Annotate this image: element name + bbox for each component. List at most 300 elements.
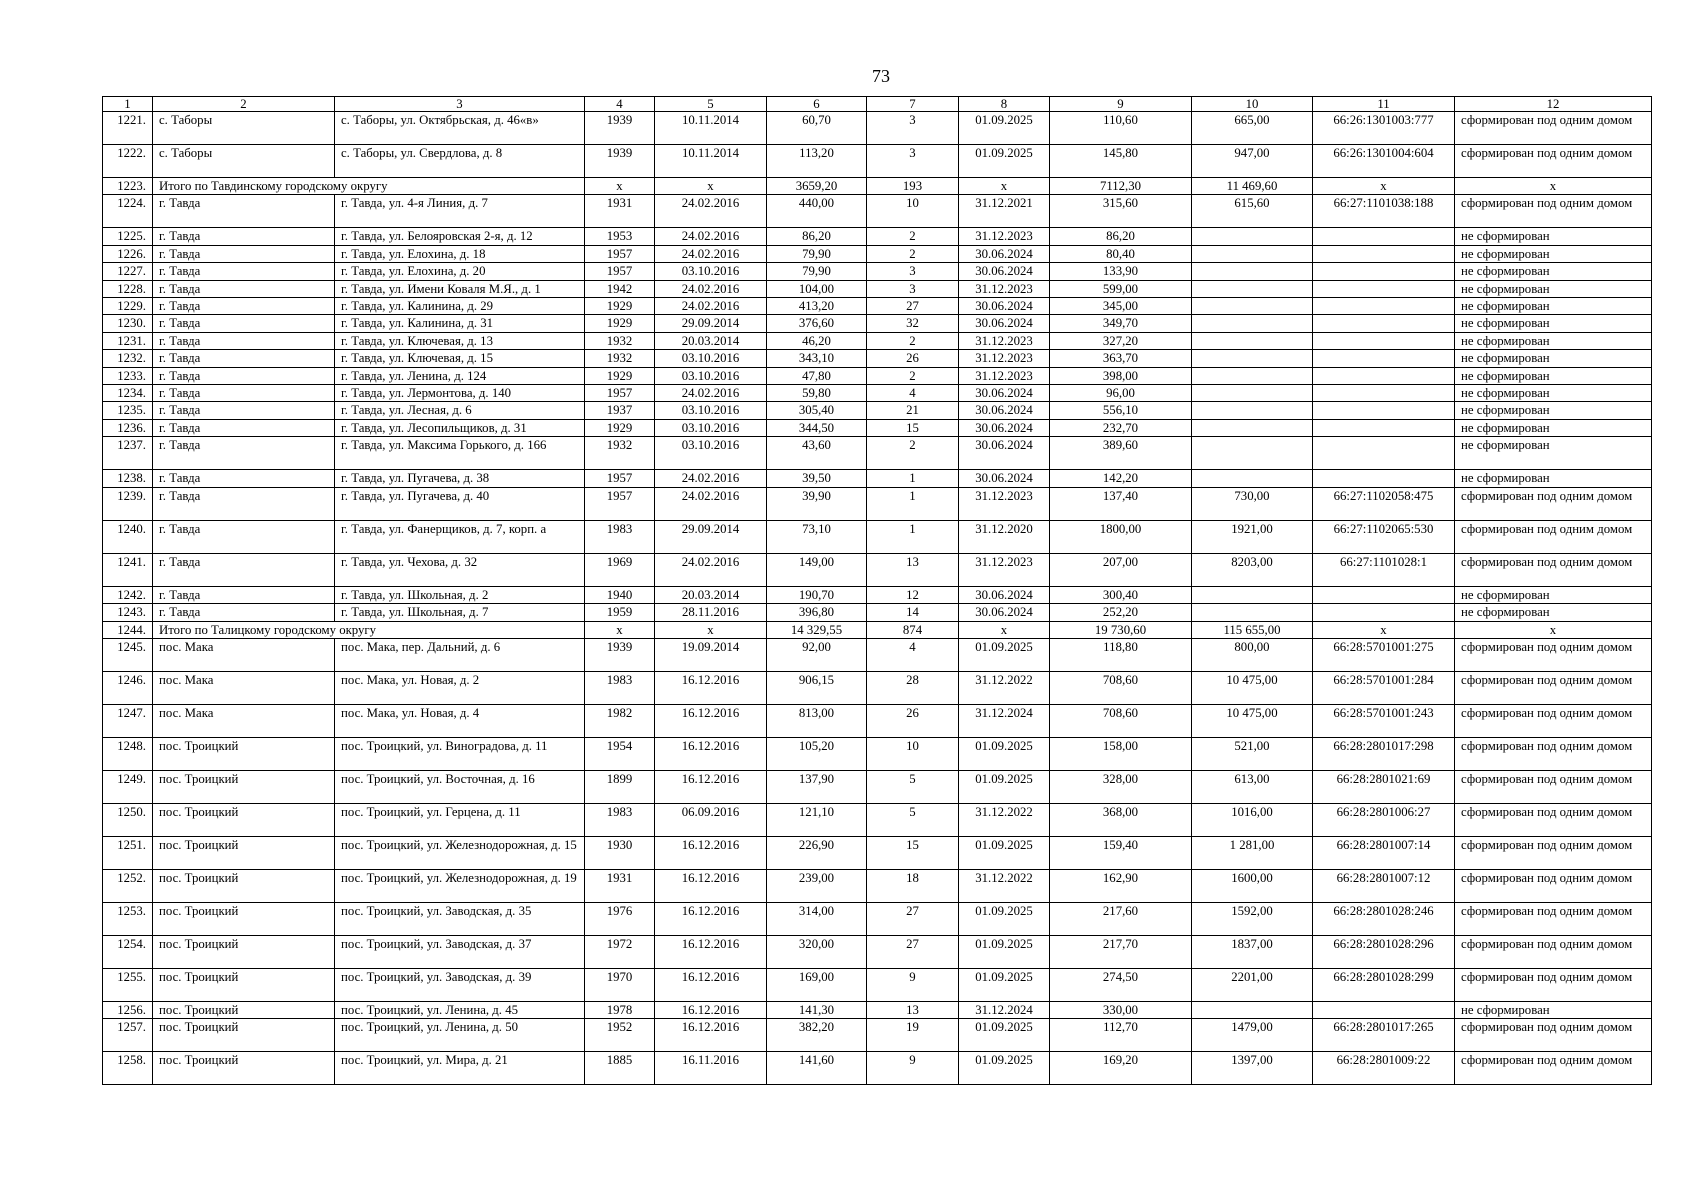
row-number-cell: 1257.	[103, 1019, 153, 1052]
year-built-cell: 1959	[585, 604, 655, 621]
relocation-deadline-cell: 30.06.2024	[959, 586, 1050, 603]
settlement-cell: г. Тавда	[153, 263, 335, 280]
land-plot-area-cell: 1016,00	[1192, 803, 1313, 836]
date-recognized-cell: 16.12.2016	[655, 869, 767, 902]
address-cell: г. Тавда, ул. Лесная, д. 6	[335, 402, 585, 419]
settlement-cell: пос. Троицкий	[153, 1052, 335, 1085]
residents-cell: 1	[867, 487, 959, 520]
year-built-cell: 1957	[585, 245, 655, 262]
area-cell: 104,00	[767, 280, 867, 297]
land-plot-status-cell: сформирован под одним домом	[1455, 145, 1652, 178]
residents-cell: 32	[867, 315, 959, 332]
table-row	[103, 604, 1652, 621]
date-recognized-cell: 03.10.2016	[655, 263, 767, 280]
year-built-cell: 1942	[585, 280, 655, 297]
relocation-deadline-cell: 31.12.2023	[959, 228, 1050, 245]
land-plot-area-cell: 1837,00	[1192, 935, 1313, 968]
row-number-cell: 1247.	[103, 704, 153, 737]
land-plot-status-cell: сформирован под одним домом	[1455, 704, 1652, 737]
settlement-cell: пос. Троицкий	[153, 935, 335, 968]
land-plot-area-cell: 11 469,60	[1192, 178, 1313, 195]
relocation-deadline-cell: 01.09.2025	[959, 112, 1050, 145]
row-number-cell: 1248.	[103, 737, 153, 770]
date-recognized-cell: 20.03.2014	[655, 586, 767, 603]
year-built-cell: 1939	[585, 112, 655, 145]
residents-cell: 13	[867, 1001, 959, 1018]
settlement-cell: пос. Троицкий	[153, 968, 335, 1001]
cadastral-number-cell: 66:27:1101028:1	[1313, 553, 1455, 586]
table-row	[103, 402, 1652, 419]
plot-area-cell: 232,70	[1050, 419, 1192, 436]
relocation-deadline-cell: 30.06.2024	[959, 402, 1050, 419]
table-row	[103, 902, 1652, 935]
area-cell: 79,90	[767, 245, 867, 262]
land-plot-status-cell: сформирован под одним домом	[1455, 638, 1652, 671]
year-built-cell: 1982	[585, 704, 655, 737]
plot-area-cell: 389,60	[1050, 437, 1192, 470]
relocation-deadline-cell: 31.12.2022	[959, 803, 1050, 836]
table-row	[103, 968, 1652, 1001]
area-cell: 121,10	[767, 803, 867, 836]
housing-registry-table	[102, 96, 1652, 1085]
settlement-cell: г. Тавда	[153, 385, 335, 402]
year-built-cell: 1957	[585, 263, 655, 280]
table-row	[103, 935, 1652, 968]
relocation-deadline-cell: 01.09.2025	[959, 902, 1050, 935]
land-plot-status-cell: не сформирован	[1455, 350, 1652, 367]
table-row	[103, 770, 1652, 803]
area-cell: 141,30	[767, 1001, 867, 1018]
residents-cell: 19	[867, 1019, 959, 1052]
row-number-cell: 1243.	[103, 604, 153, 621]
settlement-cell: с. Таборы	[153, 145, 335, 178]
land-plot-status-cell: не сформирован	[1455, 332, 1652, 349]
land-plot-status-cell: сформирован под одним домом	[1455, 968, 1652, 1001]
cadastral-number-cell: х	[1313, 178, 1455, 195]
row-number-cell: 1238.	[103, 470, 153, 487]
settlement-cell: г. Тавда	[153, 586, 335, 603]
table-row	[103, 638, 1652, 671]
relocation-deadline-cell: 30.06.2024	[959, 385, 1050, 402]
address-cell: г. Тавда, ул. Ключевая, д. 13	[335, 332, 585, 349]
area-cell: 47,80	[767, 367, 867, 384]
address-cell: пос. Мака, пер. Дальний, д. 6	[335, 638, 585, 671]
date-recognized-cell: 24.02.2016	[655, 553, 767, 586]
column-header-2: 2	[153, 97, 335, 112]
plot-area-cell: 345,00	[1050, 298, 1192, 315]
area-cell: 46,20	[767, 332, 867, 349]
year-built-cell: х	[585, 178, 655, 195]
land-plot-area-cell	[1192, 437, 1313, 470]
row-number-cell: 1245.	[103, 638, 153, 671]
table-row	[103, 803, 1652, 836]
area-cell: 39,90	[767, 487, 867, 520]
plot-area-cell: 599,00	[1050, 280, 1192, 297]
residents-cell: 27	[867, 935, 959, 968]
residents-cell: 14	[867, 604, 959, 621]
residents-cell: 2	[867, 367, 959, 384]
settlement-cell: г. Тавда	[153, 350, 335, 367]
year-built-cell: 1969	[585, 553, 655, 586]
date-recognized-cell: 24.02.2016	[655, 298, 767, 315]
date-recognized-cell: 16.12.2016	[655, 1001, 767, 1018]
address-cell: г. Тавда, ул. Чехова, д. 32	[335, 553, 585, 586]
land-plot-status-cell: не сформирован	[1455, 263, 1652, 280]
land-plot-status-cell: не сформирован	[1455, 437, 1652, 470]
plot-area-cell: 162,90	[1050, 869, 1192, 902]
settlement-cell: г. Тавда	[153, 553, 335, 586]
address-cell: г. Тавда, ул. Пугачева, д. 40	[335, 487, 585, 520]
residents-cell: 10	[867, 195, 959, 228]
plot-area-cell: 112,70	[1050, 1019, 1192, 1052]
area-cell: 343,10	[767, 350, 867, 367]
date-recognized-cell: 10.11.2014	[655, 112, 767, 145]
residents-cell: 5	[867, 803, 959, 836]
settlement-cell: г. Тавда	[153, 419, 335, 436]
address-cell: пос. Троицкий, ул. Железнодорожная, д. 19	[335, 869, 585, 902]
area-cell: 305,40	[767, 402, 867, 419]
area-cell: 440,00	[767, 195, 867, 228]
plot-area-cell: 159,40	[1050, 836, 1192, 869]
row-number-cell: 1231.	[103, 332, 153, 349]
plot-area-cell: 252,20	[1050, 604, 1192, 621]
plot-area-cell: 328,00	[1050, 770, 1192, 803]
address-cell: пос. Мака, ул. Новая, д. 2	[335, 671, 585, 704]
row-number-cell: 1250.	[103, 803, 153, 836]
relocation-deadline-cell: 01.09.2025	[959, 935, 1050, 968]
row-number-cell: 1230.	[103, 315, 153, 332]
settlement-cell: пос. Троицкий	[153, 803, 335, 836]
cadastral-number-cell: 66:28:2801017:298	[1313, 737, 1455, 770]
row-number-cell: 1249.	[103, 770, 153, 803]
year-built-cell: 1929	[585, 298, 655, 315]
address-cell: г. Тавда, ул. 4-я Линия, д. 7	[335, 195, 585, 228]
table-row	[103, 385, 1652, 402]
date-recognized-cell: 03.10.2016	[655, 419, 767, 436]
address-cell: пос. Троицкий, ул. Ленина, д. 45	[335, 1001, 585, 1018]
plot-area-cell: 349,70	[1050, 315, 1192, 332]
total-label-cell: Итого по Тавдинскому городскому округу	[153, 178, 585, 195]
plot-area-cell: 19 730,60	[1050, 621, 1192, 638]
relocation-deadline-cell: 31.12.2023	[959, 280, 1050, 297]
land-plot-area-cell: 730,00	[1192, 487, 1313, 520]
relocation-deadline-cell: 31.12.2020	[959, 520, 1050, 553]
residents-cell: 18	[867, 869, 959, 902]
date-recognized-cell: 28.11.2016	[655, 604, 767, 621]
land-plot-area-cell: 1479,00	[1192, 1019, 1313, 1052]
settlement-cell: г. Тавда	[153, 604, 335, 621]
row-number-cell: 1235.	[103, 402, 153, 419]
relocation-deadline-cell: 31.12.2023	[959, 553, 1050, 586]
cadastral-number-cell	[1313, 1001, 1455, 1018]
relocation-deadline-cell: 31.12.2023	[959, 350, 1050, 367]
area-cell: 59,80	[767, 385, 867, 402]
table-row	[103, 112, 1652, 145]
area-cell: 169,00	[767, 968, 867, 1001]
land-plot-status-cell: не сформирован	[1455, 367, 1652, 384]
land-plot-area-cell	[1192, 604, 1313, 621]
land-plot-area-cell	[1192, 470, 1313, 487]
relocation-deadline-cell: 31.12.2023	[959, 332, 1050, 349]
area-cell: 137,90	[767, 770, 867, 803]
row-number-cell: 1253.	[103, 902, 153, 935]
cadastral-number-cell	[1313, 350, 1455, 367]
year-built-cell: 1954	[585, 737, 655, 770]
relocation-deadline-cell: 30.06.2024	[959, 604, 1050, 621]
relocation-deadline-cell: 01.09.2025	[959, 836, 1050, 869]
cadastral-number-cell: 66:28:2801006:27	[1313, 803, 1455, 836]
area-cell: 314,00	[767, 902, 867, 935]
row-number-cell: 1242.	[103, 586, 153, 603]
column-header-1: 1	[103, 97, 153, 112]
land-plot-area-cell: 947,00	[1192, 145, 1313, 178]
page-number: 73	[872, 66, 890, 86]
settlement-cell: г. Тавда	[153, 245, 335, 262]
cadastral-number-cell: 66:28:2801007:14	[1313, 836, 1455, 869]
residents-cell: 3	[867, 263, 959, 280]
date-recognized-cell: 24.02.2016	[655, 385, 767, 402]
residents-cell: 26	[867, 704, 959, 737]
land-plot-area-cell: 615,60	[1192, 195, 1313, 228]
relocation-deadline-cell: 30.06.2024	[959, 245, 1050, 262]
year-built-cell: 1929	[585, 419, 655, 436]
row-number-cell: 1246.	[103, 671, 153, 704]
column-header-5: 5	[655, 97, 767, 112]
area-cell: 92,00	[767, 638, 867, 671]
plot-area-cell: 158,00	[1050, 737, 1192, 770]
row-number-cell: 1236.	[103, 419, 153, 436]
plot-area-cell: 398,00	[1050, 367, 1192, 384]
area-cell: 813,00	[767, 704, 867, 737]
area-cell: 86,20	[767, 228, 867, 245]
plot-area-cell: 708,60	[1050, 704, 1192, 737]
settlement-cell: пос. Троицкий	[153, 836, 335, 869]
residents-cell: 5	[867, 770, 959, 803]
row-number-cell: 1228.	[103, 280, 153, 297]
address-cell: г. Тавда, ул. Имени Ковaля М.Я., д. 1	[335, 280, 585, 297]
cadastral-number-cell	[1313, 385, 1455, 402]
relocation-deadline-cell: 31.12.2024	[959, 1001, 1050, 1018]
cadastral-number-cell: 66:26:1301003:777	[1313, 112, 1455, 145]
year-built-cell: 1930	[585, 836, 655, 869]
year-built-cell: 1970	[585, 968, 655, 1001]
residents-cell: 1	[867, 520, 959, 553]
row-number-cell: 1244.	[103, 621, 153, 638]
address-cell: г. Тавда, ул. Лермонтова, д. 140	[335, 385, 585, 402]
column-header-12: 12	[1455, 97, 1652, 112]
land-plot-area-cell	[1192, 419, 1313, 436]
residents-cell: 3	[867, 112, 959, 145]
cadastral-number-cell	[1313, 280, 1455, 297]
residents-cell: 15	[867, 836, 959, 869]
table-body	[103, 97, 1652, 1085]
settlement-cell: г. Тавда	[153, 470, 335, 487]
year-built-cell: 1939	[585, 145, 655, 178]
row-number-cell: 1225.	[103, 228, 153, 245]
row-number-cell: 1237.	[103, 437, 153, 470]
year-built-cell: 1940	[585, 586, 655, 603]
settlement-cell: г. Тавда	[153, 332, 335, 349]
settlement-cell: пос. Троицкий	[153, 1001, 335, 1018]
date-recognized-cell: 16.12.2016	[655, 968, 767, 1001]
date-recognized-cell: 16.12.2016	[655, 902, 767, 935]
land-plot-area-cell	[1192, 385, 1313, 402]
land-plot-area-cell: 1921,00	[1192, 520, 1313, 553]
plot-area-cell: 133,90	[1050, 263, 1192, 280]
address-cell: г. Тавда, ул. Школьная, д. 2	[335, 586, 585, 603]
land-plot-area-cell: 1397,00	[1192, 1052, 1313, 1085]
land-plot-status-cell: не сформирован	[1455, 604, 1652, 621]
cadastral-number-cell	[1313, 437, 1455, 470]
land-plot-area-cell	[1192, 350, 1313, 367]
relocation-deadline-cell: х	[959, 178, 1050, 195]
land-plot-area-cell: 10 475,00	[1192, 704, 1313, 737]
year-built-cell: 1929	[585, 367, 655, 384]
row-number-cell: 1232.	[103, 350, 153, 367]
area-cell: 113,20	[767, 145, 867, 178]
address-cell: г. Тавда, ул. Максима Горького, д. 166	[335, 437, 585, 470]
land-plot-status-cell: сформирован под одним домом	[1455, 520, 1652, 553]
address-cell: пос. Троицкий, ул. Мира, д. 21	[335, 1052, 585, 1085]
table-row	[103, 245, 1652, 262]
date-recognized-cell: 03.10.2016	[655, 367, 767, 384]
land-plot-area-cell: 665,00	[1192, 112, 1313, 145]
relocation-deadline-cell: 30.06.2024	[959, 419, 1050, 436]
land-plot-status-cell: не сформирован	[1455, 245, 1652, 262]
residents-cell: 9	[867, 968, 959, 1001]
cadastral-number-cell: 66:28:5701001:243	[1313, 704, 1455, 737]
land-plot-status-cell: х	[1455, 178, 1652, 195]
cadastral-number-cell: 66:28:2801007:12	[1313, 869, 1455, 902]
land-plot-area-cell	[1192, 298, 1313, 315]
cadastral-number-cell: 66:27:1102058:475	[1313, 487, 1455, 520]
date-recognized-cell: 16.12.2016	[655, 935, 767, 968]
date-recognized-cell: 16.12.2016	[655, 671, 767, 704]
relocation-deadline-cell: 01.09.2025	[959, 638, 1050, 671]
relocation-deadline-cell: 31.12.2024	[959, 704, 1050, 737]
plot-area-cell: 142,20	[1050, 470, 1192, 487]
column-header-6: 6	[767, 97, 867, 112]
address-cell: г. Тавда, ул. Калинина, д. 31	[335, 315, 585, 332]
year-built-cell: 1957	[585, 385, 655, 402]
relocation-deadline-cell: 31.12.2022	[959, 671, 1050, 704]
area-cell: 79,90	[767, 263, 867, 280]
relocation-deadline-cell: 30.06.2024	[959, 315, 1050, 332]
year-built-cell: 1972	[585, 935, 655, 968]
address-cell: с. Таборы, ул. Свердлова, д. 8	[335, 145, 585, 178]
land-plot-area-cell	[1192, 280, 1313, 297]
area-cell: 344,50	[767, 419, 867, 436]
cadastral-number-cell: 66:28:2801028:299	[1313, 968, 1455, 1001]
relocation-deadline-cell: 30.06.2024	[959, 470, 1050, 487]
plot-area-cell: 86,20	[1050, 228, 1192, 245]
cadastral-number-cell: 66:28:2801028:296	[1313, 935, 1455, 968]
area-cell: 413,20	[767, 298, 867, 315]
table-row	[103, 195, 1652, 228]
land-plot-status-cell: сформирован под одним домом	[1455, 836, 1652, 869]
settlement-cell: пос. Троицкий	[153, 869, 335, 902]
land-plot-status-cell: не сформирован	[1455, 1001, 1652, 1018]
relocation-deadline-cell: 01.09.2025	[959, 770, 1050, 803]
year-built-cell: 1978	[585, 1001, 655, 1018]
land-plot-area-cell: 1600,00	[1192, 869, 1313, 902]
table-row	[103, 298, 1652, 315]
row-number-cell: 1255.	[103, 968, 153, 1001]
residents-cell: 27	[867, 902, 959, 935]
address-cell: с. Таборы, ул. Октябрьская, д. 46«в»	[335, 112, 585, 145]
year-built-cell: 1976	[585, 902, 655, 935]
settlement-cell: пос. Мака	[153, 638, 335, 671]
table-row	[103, 553, 1652, 586]
row-number-cell: 1223.	[103, 178, 153, 195]
area-cell: 382,20	[767, 1019, 867, 1052]
address-cell: пос. Троицкий, ул. Заводская, д. 39	[335, 968, 585, 1001]
row-number-cell: 1224.	[103, 195, 153, 228]
date-recognized-cell: 16.12.2016	[655, 770, 767, 803]
relocation-deadline-cell: 30.06.2024	[959, 263, 1050, 280]
land-plot-status-cell: сформирован под одним домом	[1455, 935, 1652, 968]
residents-cell: 21	[867, 402, 959, 419]
land-plot-status-cell: сформирован под одним домом	[1455, 902, 1652, 935]
year-built-cell: 1931	[585, 195, 655, 228]
date-recognized-cell: 29.09.2014	[655, 520, 767, 553]
year-built-cell: 1937	[585, 402, 655, 419]
land-plot-status-cell: сформирован под одним домом	[1455, 869, 1652, 902]
relocation-deadline-cell: 01.09.2025	[959, 145, 1050, 178]
table-row	[103, 145, 1652, 178]
row-number-cell: 1251.	[103, 836, 153, 869]
column-header-3: 3	[335, 97, 585, 112]
table-row	[103, 704, 1652, 737]
year-built-cell: 1932	[585, 332, 655, 349]
land-plot-status-cell: сформирован под одним домом	[1455, 671, 1652, 704]
address-cell: пос. Мака, ул. Новая, д. 4	[335, 704, 585, 737]
address-cell: пос. Троицкий, ул. Виноградова, д. 11	[335, 737, 585, 770]
relocation-deadline-cell: 01.09.2025	[959, 1052, 1050, 1085]
table-row	[103, 228, 1652, 245]
table-row	[103, 1019, 1652, 1052]
plot-area-cell: 330,00	[1050, 1001, 1192, 1018]
land-plot-status-cell: сформирован под одним домом	[1455, 737, 1652, 770]
year-built-cell: 1939	[585, 638, 655, 671]
area-cell: 226,90	[767, 836, 867, 869]
cadastral-number-cell: 66:28:2801028:246	[1313, 902, 1455, 935]
date-recognized-cell: 24.02.2016	[655, 195, 767, 228]
cadastral-number-cell: 66:28:5701001:275	[1313, 638, 1455, 671]
plot-area-cell: 300,40	[1050, 586, 1192, 603]
column-number-header-row	[103, 97, 1652, 112]
address-cell: г. Тавда, ул. Ленина, д. 124	[335, 367, 585, 384]
settlement-cell: г. Тавда	[153, 367, 335, 384]
relocation-deadline-cell: х	[959, 621, 1050, 638]
settlement-cell: пос. Троицкий	[153, 1019, 335, 1052]
relocation-deadline-cell: 31.12.2021	[959, 195, 1050, 228]
plot-area-cell: 7112,30	[1050, 178, 1192, 195]
cadastral-number-cell	[1313, 245, 1455, 262]
date-recognized-cell: 20.03.2014	[655, 332, 767, 349]
date-recognized-cell: 16.12.2016	[655, 836, 767, 869]
column-header-9: 9	[1050, 97, 1192, 112]
residents-cell: 3	[867, 145, 959, 178]
area-cell: 3659,20	[767, 178, 867, 195]
table-row	[103, 315, 1652, 332]
relocation-deadline-cell: 01.09.2025	[959, 1019, 1050, 1052]
land-plot-status-cell: не сформирован	[1455, 402, 1652, 419]
residents-cell: 4	[867, 638, 959, 671]
plot-area-cell: 118,80	[1050, 638, 1192, 671]
area-cell: 60,70	[767, 112, 867, 145]
table-row	[103, 520, 1652, 553]
